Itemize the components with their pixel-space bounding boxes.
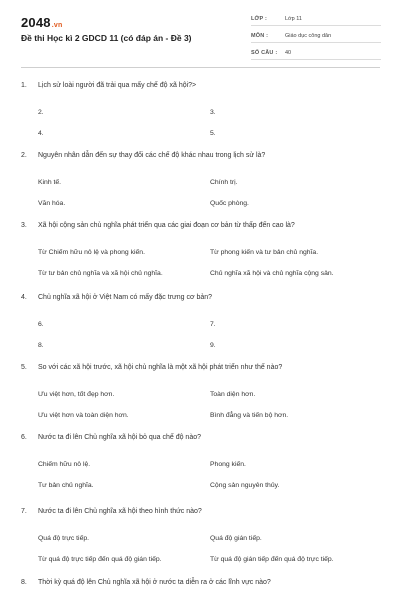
logo-main: 2048 xyxy=(21,15,51,30)
question-item xyxy=(21,579,380,586)
question-item xyxy=(21,294,380,349)
info-value: Giáo dục công dân xyxy=(285,33,332,39)
info-row-count xyxy=(251,43,381,60)
answer-option[interactable]: Ưu việt hơn, tốt đẹp hơn. xyxy=(38,391,115,398)
answer-option[interactable]: Chiếm hữu nô lệ. xyxy=(38,461,91,468)
answer-option[interactable]: 5. xyxy=(210,130,216,137)
answer-option[interactable]: 6. xyxy=(38,321,44,328)
answer-option[interactable]: 9. xyxy=(210,342,216,349)
answer-option[interactable]: Cộng sản nguyên thủy. xyxy=(210,482,280,489)
question-number: 2. xyxy=(21,152,27,159)
question-number: 5. xyxy=(21,364,27,371)
answer-option[interactable]: 7. xyxy=(210,321,216,328)
page-header xyxy=(0,0,400,72)
question-item xyxy=(21,82,380,137)
info-key: MÔN : xyxy=(251,33,269,39)
question-stem: Nước ta đi lên Chủ nghĩa xã hội theo hình thức nào? xyxy=(38,508,202,515)
answer-option[interactable]: Quá độ gián tiếp. xyxy=(210,535,262,542)
question-stem: Xã hội cộng sản chủ nghĩa phát triển qua các giai đoạn cơ bản từ thấp đến cao là? xyxy=(38,222,295,229)
answer-option[interactable]: Từ phong kiến và tư bản chủ nghĩa. xyxy=(210,249,319,256)
answer-option[interactable]: Ưu việt hơn và toàn diện hơn. xyxy=(38,412,129,419)
question-stem: Lịch sử loài người đã trải qua mấy chế độ xã hội?> xyxy=(38,82,197,89)
question-item xyxy=(21,364,380,419)
question-item xyxy=(21,434,380,489)
question-number: 6. xyxy=(21,434,27,441)
answer-option[interactable]: Quá độ trực tiếp. xyxy=(38,535,90,542)
answer-option[interactable]: 3. xyxy=(210,109,216,116)
question-text xyxy=(21,222,380,229)
info-row-class xyxy=(251,9,381,26)
answer-option[interactable]: Từ tư bản chủ nghĩa và xã hội chủ nghĩa. xyxy=(38,270,163,277)
question-item xyxy=(21,222,380,277)
answer-option[interactable]: Chính trị. xyxy=(210,179,238,186)
question-stem: So với các xã hội trước, xã hội chủ nghĩa là một xã hội phát triển như thế nào? xyxy=(38,364,283,371)
question-number: 4. xyxy=(21,294,27,301)
site-logo[interactable] xyxy=(21,15,62,30)
answer-option[interactable]: 8. xyxy=(38,342,44,349)
question-number: 8. xyxy=(21,579,27,586)
question-text xyxy=(21,294,380,301)
answer-option[interactable]: Toàn diện hơn. xyxy=(210,391,256,398)
exam-info-panel xyxy=(251,9,381,60)
answer-option[interactable]: Từ Chiếm hữu nô lệ và phong kiến. xyxy=(38,249,145,256)
answer-option[interactable]: Tư bản chủ nghĩa. xyxy=(38,482,94,489)
answer-option[interactable]: Chủ nghĩa xã hội và chủ nghĩa cộng sản. xyxy=(210,270,334,277)
question-item xyxy=(21,508,380,563)
question-stem: Nước ta đi lên Chủ nghĩa xã hội bỏ qua chế độ nào? xyxy=(38,434,201,441)
question-text xyxy=(21,508,380,515)
question-text xyxy=(21,579,380,586)
answer-option[interactable]: 4. xyxy=(38,130,44,137)
question-text xyxy=(21,82,380,89)
question-number: 3. xyxy=(21,222,27,229)
answer-option[interactable]: Phong kiến. xyxy=(210,461,246,468)
answer-option[interactable]: Văn hóa. xyxy=(38,200,66,207)
question-number: 7. xyxy=(21,508,27,515)
logo-suffix: .vn xyxy=(51,22,63,29)
info-value: Lớp 11 xyxy=(285,16,302,22)
exam-title: Đề thi Học kì 2 GDCD 11 (có đáp án - Đề 3) xyxy=(21,33,192,43)
question-number: 1. xyxy=(21,82,27,89)
header-divider xyxy=(21,67,380,68)
question-item xyxy=(21,152,380,207)
question-text xyxy=(21,434,380,441)
answer-option[interactable]: Quốc phòng. xyxy=(210,200,249,207)
info-key: SỐ CÂU : xyxy=(251,50,278,56)
question-stem: Chủ nghĩa xã hội ở Việt Nam có mấy đặc trưng cơ bản? xyxy=(38,294,213,301)
question-stem: Thời kỳ quá độ lên Chủ nghĩa xã hội ở nước ta diễn ra ở các lĩnh vực nào? xyxy=(38,579,271,586)
answer-option[interactable]: 2. xyxy=(38,109,44,116)
info-key: LỚP : xyxy=(251,16,267,22)
answer-option[interactable]: Từ quá độ trực tiếp đến quá độ gián tiếp. xyxy=(38,556,162,563)
question-text xyxy=(21,364,380,371)
question-text xyxy=(21,152,380,159)
info-value: 40 xyxy=(285,50,292,56)
info-row-subject xyxy=(251,26,381,43)
answer-option[interactable]: Kinh tế. xyxy=(38,179,62,186)
answer-option[interactable]: Bình đẳng và tiến bộ hơn. xyxy=(210,412,289,419)
question-stem: Nguyên nhân dẫn đến sự thay đổi các chế độ khác nhau trong lịch sử là? xyxy=(38,152,266,159)
answer-option[interactable]: Từ quá độ gián tiếp đến quá độ trực tiếp. xyxy=(210,556,334,563)
